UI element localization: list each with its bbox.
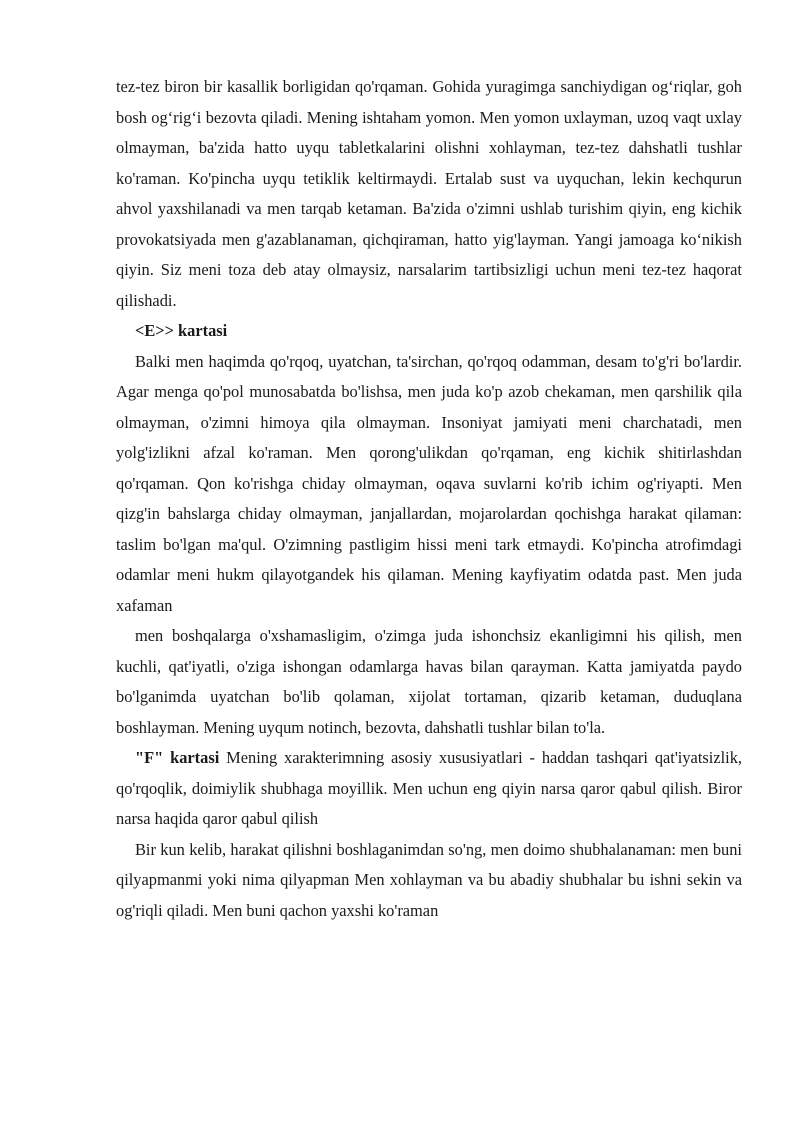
paragraph-text: men boshqalarga o'xshamasligim, o'zimga juda ishonchsiz ekanligimni his qilish, men kuchli, qat'iyatli, o'ziga ishongan odamlarga havas bilan qarayman. Katta jamiyatda paydo bo'lganimda uyatchan bo'lib qolaman, xijolat tortaman, qizarib ketaman, duduqlana boshlayman. Mening uyqum notinch, bezovta, dahshatli tushlar bilan to'la. <box>116 626 742 737</box>
paragraph-text: tez-tez biron bir kasallik borligidan qo'rqaman. Gohida yuragimga sanchiydigan og‘riqlar, goh bosh og‘rig‘i bezovta qiladi. Mening ishtaham yomon. Men yomon uxlayman, uzoq vaqt uxlay olmayman, ba'zida hatto uyqu tabletkalarini olishni xohlayman, tez-tez dahshatli tushlar ko'raman. Ko'pincha uyqu tetiklik keltirmaydi. Ertalab sust va uyquchan, lekin kechqurun ahvol yaxshilanadi va men tarqab ketaman. Ba'zida o'zimni ushlab turishim qiyin, eng kichik provokatsiyada men g'azablanaman, qichqiraman, hatto yig'layman. Yangi jamoaga ko‘nikish qiyin. Siz meni toza deb atay olmaysiz, narsalarim tartibsizligi uchun meni tez-tez haqorat qilishadi. <box>116 77 742 310</box>
paragraph-text: Balki men haqimda qo'rqoq, uyatchan, ta'sirchan, qo'rqoq odamman, desam to'g'ri bo'lardir. Agar menga qo'pol munosabatda bo'lishsa, men juda ko'p azob chekaman, men qarshilik qila olmayman, o'zimni himoya qila olmayman. Insoniyat jamiyati meni charchatadi, men yolg'izlikni afzal ko'raman. Men qorong'ulikdan qo'rqaman, eng kichik shitirlashdan qo'rqaman. Qon ko'rishga chiday olmayman, oqava suvlarni ko'rib ichim og'riyapti. Men qizg'in bahslarga chiday olmayman, janjallardan, mojarolardan qochishga harakat qilaman: taslim bo'lgan ma'qul. O'zimning pastligim hissi meni tark etmaydi. Ko'pincha atrofimdagi odamlar meni hukm qilayotgandek his qilaman. Mening kayfiyatim odatda past. Men juda xafaman <box>116 351 742 615</box>
card-e-heading <box>116 316 742 347</box>
paragraph-card-f-continued <box>116 835 742 927</box>
paragraph-card-e-description <box>116 347 742 622</box>
paragraph-text: Bir kun kelib, harakat qilishni boshlaganimdan so'ng, men doimo shubhalanaman: men buni qilyapmanmi yoki nima qilyapman Men xohlayman va bu abadiy shubhalar bu ishni sekin va og'riqli qiladi. Men buni qachon yaxshi ko'raman <box>116 839 742 920</box>
paragraph-card-f <box>116 743 742 835</box>
card-heading-label: <E>> kartasi <box>135 321 228 340</box>
paragraph-symptoms <box>116 72 742 316</box>
paragraph-card-e-continued <box>116 621 742 743</box>
card-heading-label: "F" kartasi <box>135 748 220 767</box>
document-page <box>116 72 742 926</box>
paragraph-text: Mening xarakterimning asosiy xususiyatlari - haddan tashqari qat'iyatsizlik, qo'rqoqlik, doimiylik shubhaga moyillik. Men uchun eng qiyin narsa qaror qabul qilish. Biror narsa haqida qaror qabul qilish <box>116 748 742 828</box>
